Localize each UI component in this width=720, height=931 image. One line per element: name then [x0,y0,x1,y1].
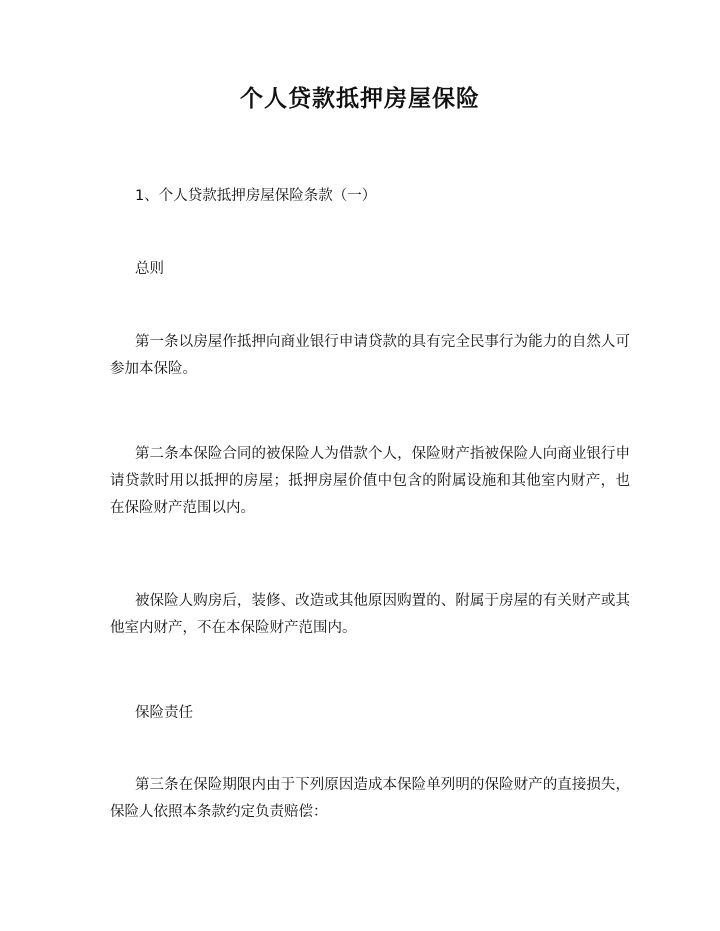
insurance-liability-heading: 保险责任 [135,705,193,721]
section-heading: 1、个人贷款抵押房屋保险条款（一） [135,188,377,204]
general-provisions-heading: 总则 [135,261,164,277]
article-1-paragraph: 第一条以房屋作抵押向商业银行申请贷款的具有完全民事行为能力的自然人可参加本保险。 [110,334,630,377]
article-3-paragraph: 第三条在保险期限内由于下列原因造成本保险单列明的保险财产的直接损失，保险人依照本条款约定负责赔偿： [110,777,630,820]
article-2-paragraph: 第二条本保险合同的被保险人为借款个人，保险财产指被保险人向商业银行申请贷款时用以抵押的房屋；抵押房屋价值中包含的附属设施和其他室内财产，也在保险财产范围以内。 [110,446,630,516]
insured-property-note-paragraph: 被保险人购房后，装修、改造或其他原因购置的、附属于房屋的有关财产或其他室内财产，不在本保险财产范围内。 [110,593,630,636]
document-title: 个人贷款抵押房屋保险 [240,86,480,112]
